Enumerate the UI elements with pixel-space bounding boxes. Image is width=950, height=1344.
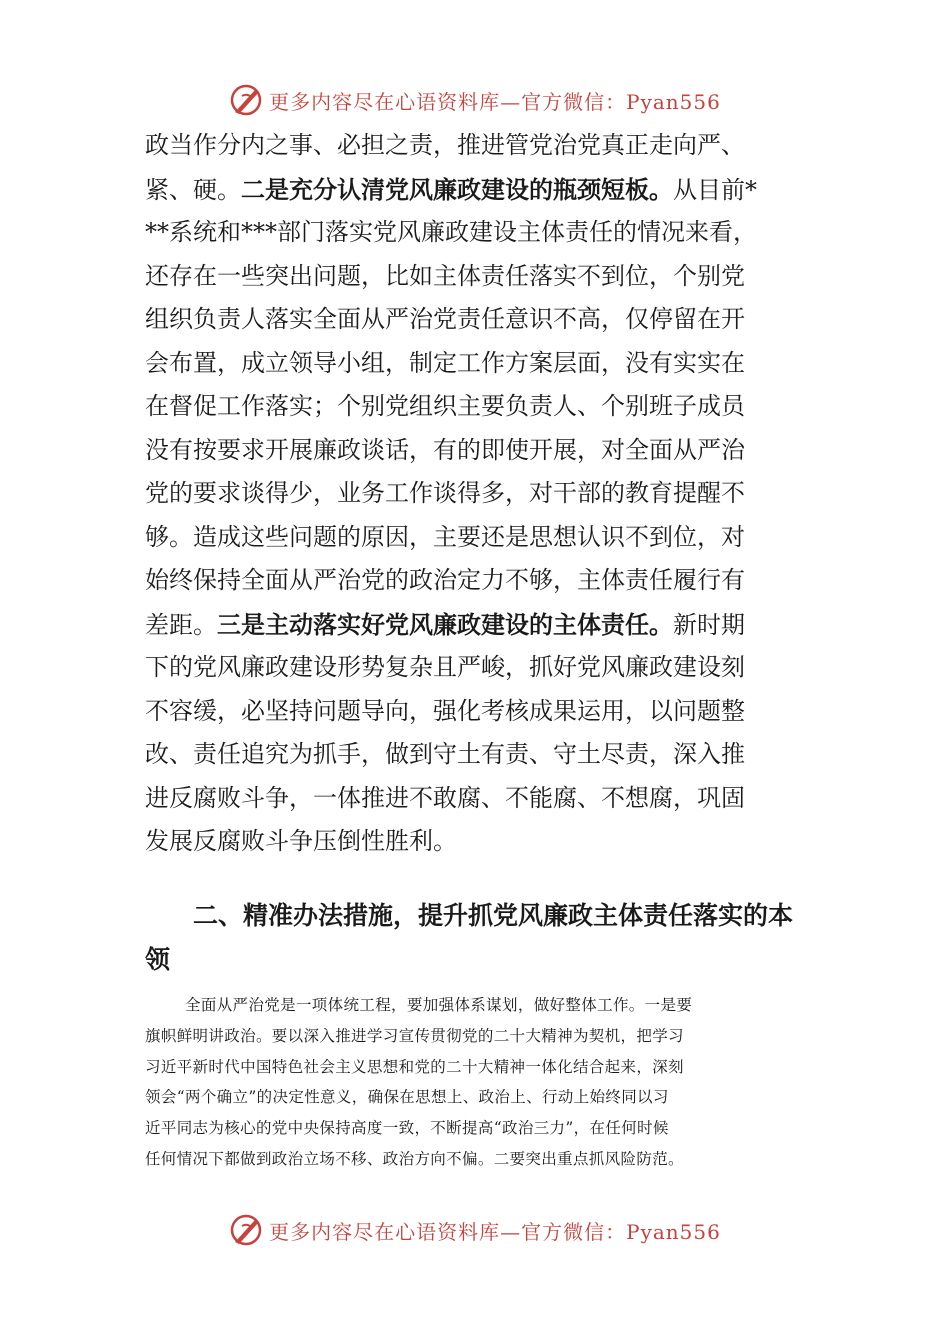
- text-run: 始终保持全面从严治党的政治定力不够，主体责任履行有: [145, 566, 745, 594]
- text-run: 发展反腐败斗争压倒性胜利。: [145, 827, 457, 855]
- text-line: [145, 168, 810, 212]
- text-line: [145, 559, 810, 603]
- text-line: [145, 385, 810, 429]
- text-line: [145, 255, 810, 299]
- text-run: 全面从严治党是一项体统工程，要加强体系谋划，做好整体工作。一是要: [185, 996, 693, 1014]
- text-line: [145, 211, 810, 255]
- text-line: [145, 342, 810, 386]
- text-line: [145, 690, 810, 734]
- bold-text-run: 三是主动落实好党风廉政建设的主体责任。: [217, 609, 673, 639]
- text-line: [145, 733, 810, 777]
- text-run: 党的要求谈得少，业务工作谈得多，对干部的教育提醒不: [145, 479, 745, 507]
- text-run: 改、责任追究为抓手，做到守土有责、守土尽责，深入推: [145, 740, 745, 768]
- text-run: 还存在一些突出问题，比如主体责任落实不到位，个别党: [145, 261, 745, 290]
- text-run: 旗帜鲜明讲政治。要以深入推进学习宣传贯彻党的二十大精神为契机，把学习: [145, 1026, 684, 1045]
- text-line: [145, 472, 810, 516]
- banner-text: 更多内容尽在心语资料库—官方微信：Pyan556: [269, 1219, 721, 1244]
- text-run: **系统和***部门落实党风廉政建设主体责任的情况来看，: [145, 218, 757, 246]
- text-run: 组织负责人落实全面从严治党责任意识不高，仅停留在开: [145, 305, 745, 333]
- text-run: 政当作分内之事、必担之责，推进管党治党真正走向严、: [145, 131, 745, 159]
- text-run: 习近平新时代中国特色社会主义思想和党的二十大精神一体化结合起来，深刻: [145, 1057, 684, 1076]
- text-run: 差距。: [145, 610, 217, 639]
- text-line: [145, 298, 810, 342]
- section-heading: [145, 894, 810, 981]
- text-run: 进反腐败斗争，一体推进不敢腐、不能腐、不想腐，巩固: [145, 783, 745, 812]
- text-run: 新时期: [673, 610, 745, 639]
- text-run: 从目前*: [673, 175, 757, 204]
- text-line: [145, 516, 810, 560]
- text-run: 在督促工作落实；个别党组织主要负责人、个别班子成员: [145, 392, 745, 420]
- banner-text: 更多内容尽在心语资料库—官方微信：Pyan556: [269, 89, 721, 114]
- text-run: 下的党风廉政建设形势复杂且严峻，抓好党风廉政建设刻: [145, 653, 745, 681]
- text-line: [145, 603, 810, 647]
- text-run: 够。造成这些问题的原因，主要还是思想认识不到位，对: [145, 522, 745, 551]
- pen-logo-icon: [229, 1212, 265, 1248]
- text-line: [145, 820, 810, 864]
- text-line: [145, 124, 810, 168]
- text-run: 没有按要求开展廉政谈话，有的即使开展，对全面从严治: [145, 435, 745, 464]
- small-text-line: [145, 1052, 810, 1083]
- text-line: [145, 777, 810, 821]
- pen-logo-icon: [229, 82, 265, 118]
- text-run: 近平同志为核心的党中央保持高度一致，不断提高“政治三力”，在任何时候: [145, 1119, 669, 1138]
- body-paragraph-2: [145, 990, 810, 1175]
- text-line: [145, 429, 810, 473]
- body-paragraph-1: [145, 124, 810, 864]
- small-text-line: [145, 1144, 810, 1175]
- watermark-banner-bottom: [0, 1212, 950, 1252]
- text-run: 不容缓，必坚持问题导向，强化考核成果运用，以问题整: [145, 696, 745, 725]
- heading-line-2: 领: [145, 944, 171, 974]
- text-line: [145, 646, 810, 690]
- bold-text-run: 二是充分认清党风廉政建设的瓶颈短板。: [241, 174, 673, 204]
- small-text-line: [145, 1082, 810, 1113]
- small-text-line: [145, 1021, 810, 1052]
- text-run: 任何情况下都做到政治立场不移、政治方向不偏。二要突出重点抓风险防范。: [145, 1149, 684, 1168]
- heading-line-1: 二、精准办法措施，提升抓党风廉政主体责任落实的本: [193, 901, 794, 930]
- text-run: 紧、硬。: [145, 175, 241, 204]
- small-text-line: [145, 990, 810, 1021]
- small-text-line: [145, 1113, 810, 1144]
- watermark-banner-top: [0, 82, 950, 122]
- text-run: 领会“两个确立”的决定性意义，确保在思想上、政治上、行动上始终同以习: [145, 1088, 669, 1107]
- text-run: 会布置，成立领导小组，制定工作方案层面，没有实实在: [145, 348, 745, 377]
